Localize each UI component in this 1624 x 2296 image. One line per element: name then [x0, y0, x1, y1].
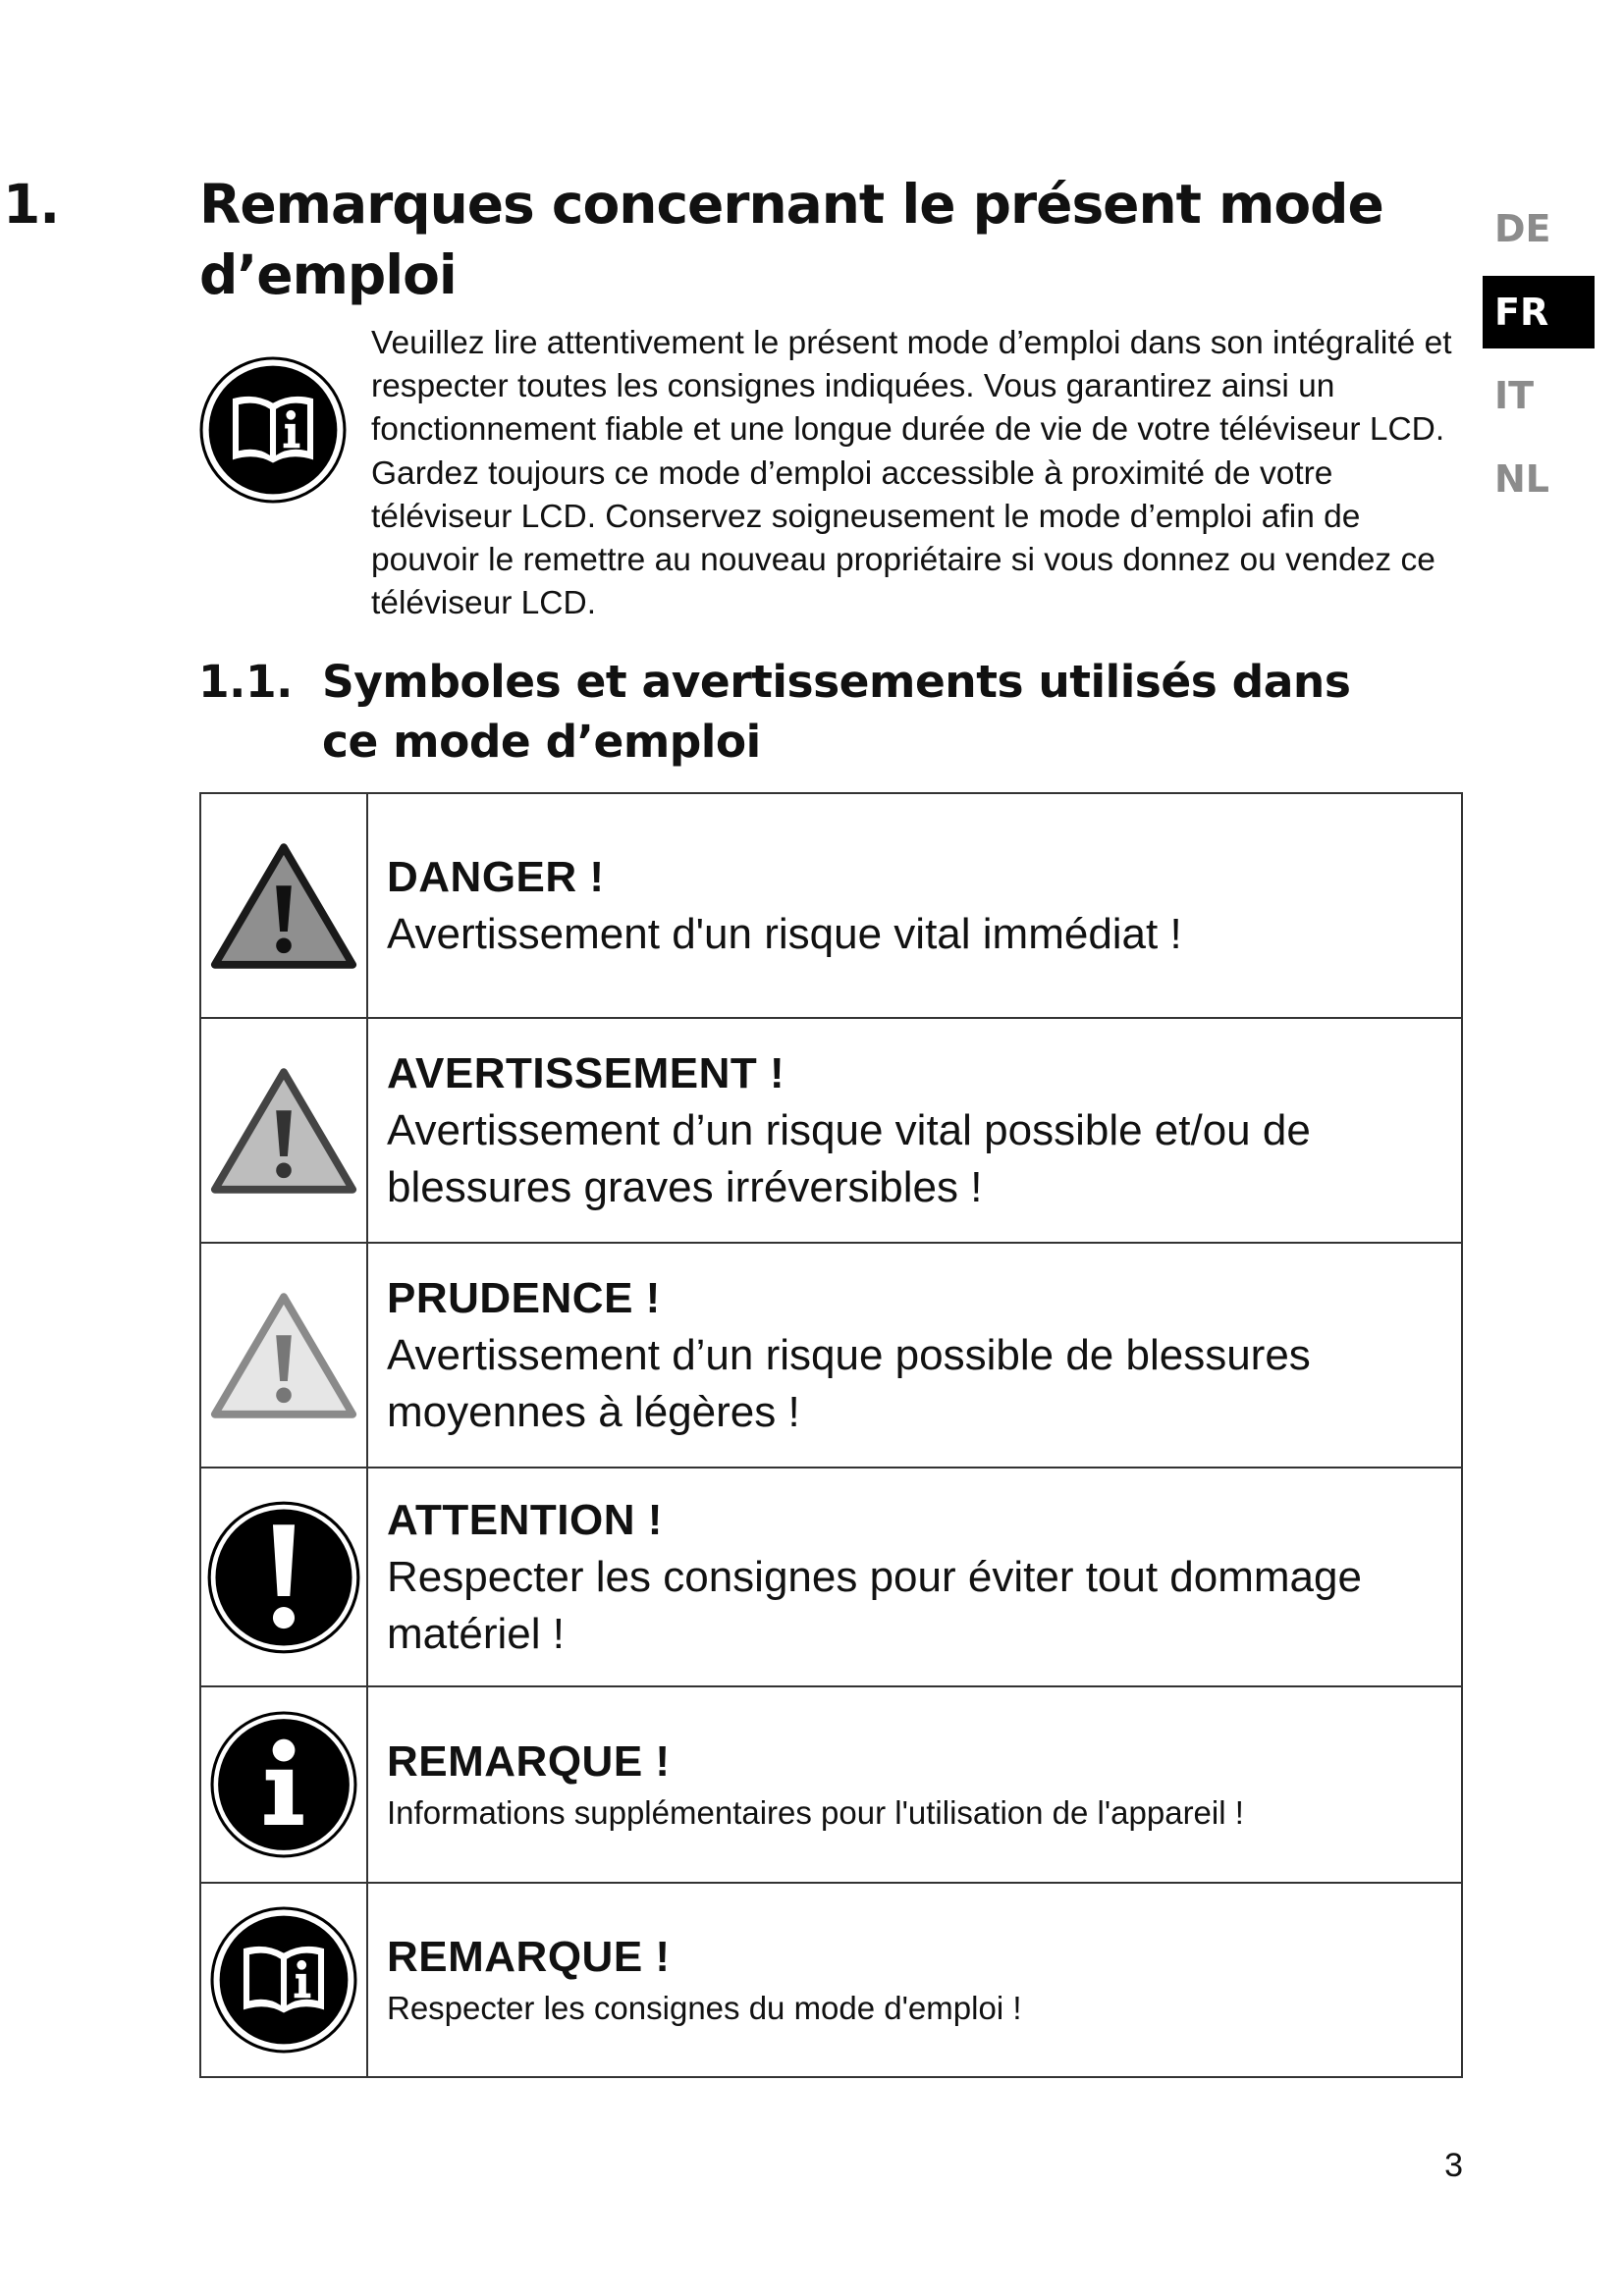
- manual-info-icon: [198, 355, 348, 505]
- intro-paragraph: Veuillez lire attentivement le présent mode d’emploi dans son intégralité et respecter toutes les consignes indiquées. Vous garantirez ainsi un fonctionnement fiable et une longue durée de vie de votre téléviseur LCD. Gardez toujours ce mode d’emploi accessible à proximité de votre téléviseur LCD. Conservez soigneusement le mode d’emploi afin de pouvoir le remettre au nouveau propriétaire si vous donnez ou vendez ce téléviseur LCD.: [371, 325, 1452, 622]
- symbol-description: Avertissement d’un risque vital possible et/ou de blessures graves irréversibles !: [387, 1105, 1311, 1211]
- tab-fr[interactable]: FR: [1483, 276, 1595, 348]
- tab-nl[interactable]: NL: [1494, 457, 1550, 501]
- table-row: [200, 1468, 1462, 1686]
- icon-cell: [200, 793, 367, 1018]
- page-title: [3, 169, 1436, 310]
- manual-info-icon: [209, 1905, 358, 2055]
- symbols-table: [199, 792, 1463, 2078]
- symbol-title: DANGER !: [387, 852, 605, 901]
- symbol-title: REMARQUE !: [387, 1737, 671, 1786]
- caution-icon: [207, 1289, 360, 1422]
- table-row: [200, 1686, 1462, 1883]
- symbol-description: Avertissement d'un risque vital immédiat !: [387, 909, 1182, 958]
- section-heading: [198, 652, 1402, 772]
- page-title-number: 1.: [3, 173, 60, 236]
- attention-icon: [206, 1500, 361, 1655]
- section-heading-number: 1.1.: [198, 656, 293, 708]
- icon-cell: [200, 1686, 367, 1883]
- symbol-description: Informations supplémentaires pour l'utilisation de l'appareil !: [387, 1794, 1244, 1831]
- text-cell: [367, 1018, 1462, 1243]
- symbol-title: AVERTISSEMENT !: [387, 1048, 785, 1097]
- warning-icon: [207, 1064, 360, 1198]
- section-heading-text: Symboles et avertissements utilisés dans ce mode d’emploi: [322, 656, 1351, 768]
- table-row: [200, 793, 1462, 1018]
- text-cell: [367, 793, 1462, 1018]
- table-row: [200, 1243, 1462, 1468]
- page-number: 3: [1444, 2147, 1463, 2184]
- tab-it[interactable]: IT: [1494, 374, 1535, 417]
- symbol-title: REMARQUE !: [387, 1933, 671, 1981]
- page-title-text: Remarques concernant le présent mode d’emploi: [199, 173, 1383, 306]
- info-icon: [209, 1710, 358, 1859]
- text-cell: [367, 1468, 1462, 1686]
- language-tabs: [1483, 192, 1595, 526]
- icon-cell: [200, 1018, 367, 1243]
- symbol-description: Avertissement d’un risque possible de blessures moyennes à légères !: [387, 1330, 1311, 1436]
- text-cell: [367, 1883, 1462, 2077]
- symbol-description: Respecter les consignes du mode d'emploi !: [387, 1990, 1022, 2026]
- table-row: [200, 1883, 1462, 2077]
- danger-warning-icon: [207, 839, 360, 973]
- text-cell: [367, 1243, 1462, 1468]
- icon-cell: [200, 1883, 367, 2077]
- symbol-title: PRUDENCE !: [387, 1273, 661, 1322]
- icon-cell: [200, 1243, 367, 1468]
- icon-cell: [200, 1468, 367, 1686]
- text-cell: [367, 1686, 1462, 1883]
- tab-de[interactable]: DE: [1494, 207, 1551, 250]
- table-row: [200, 1018, 1462, 1243]
- symbol-title: ATTENTION !: [387, 1495, 663, 1544]
- symbol-description: Respecter les consignes pour éviter tout dommage matériel !: [387, 1552, 1362, 1658]
